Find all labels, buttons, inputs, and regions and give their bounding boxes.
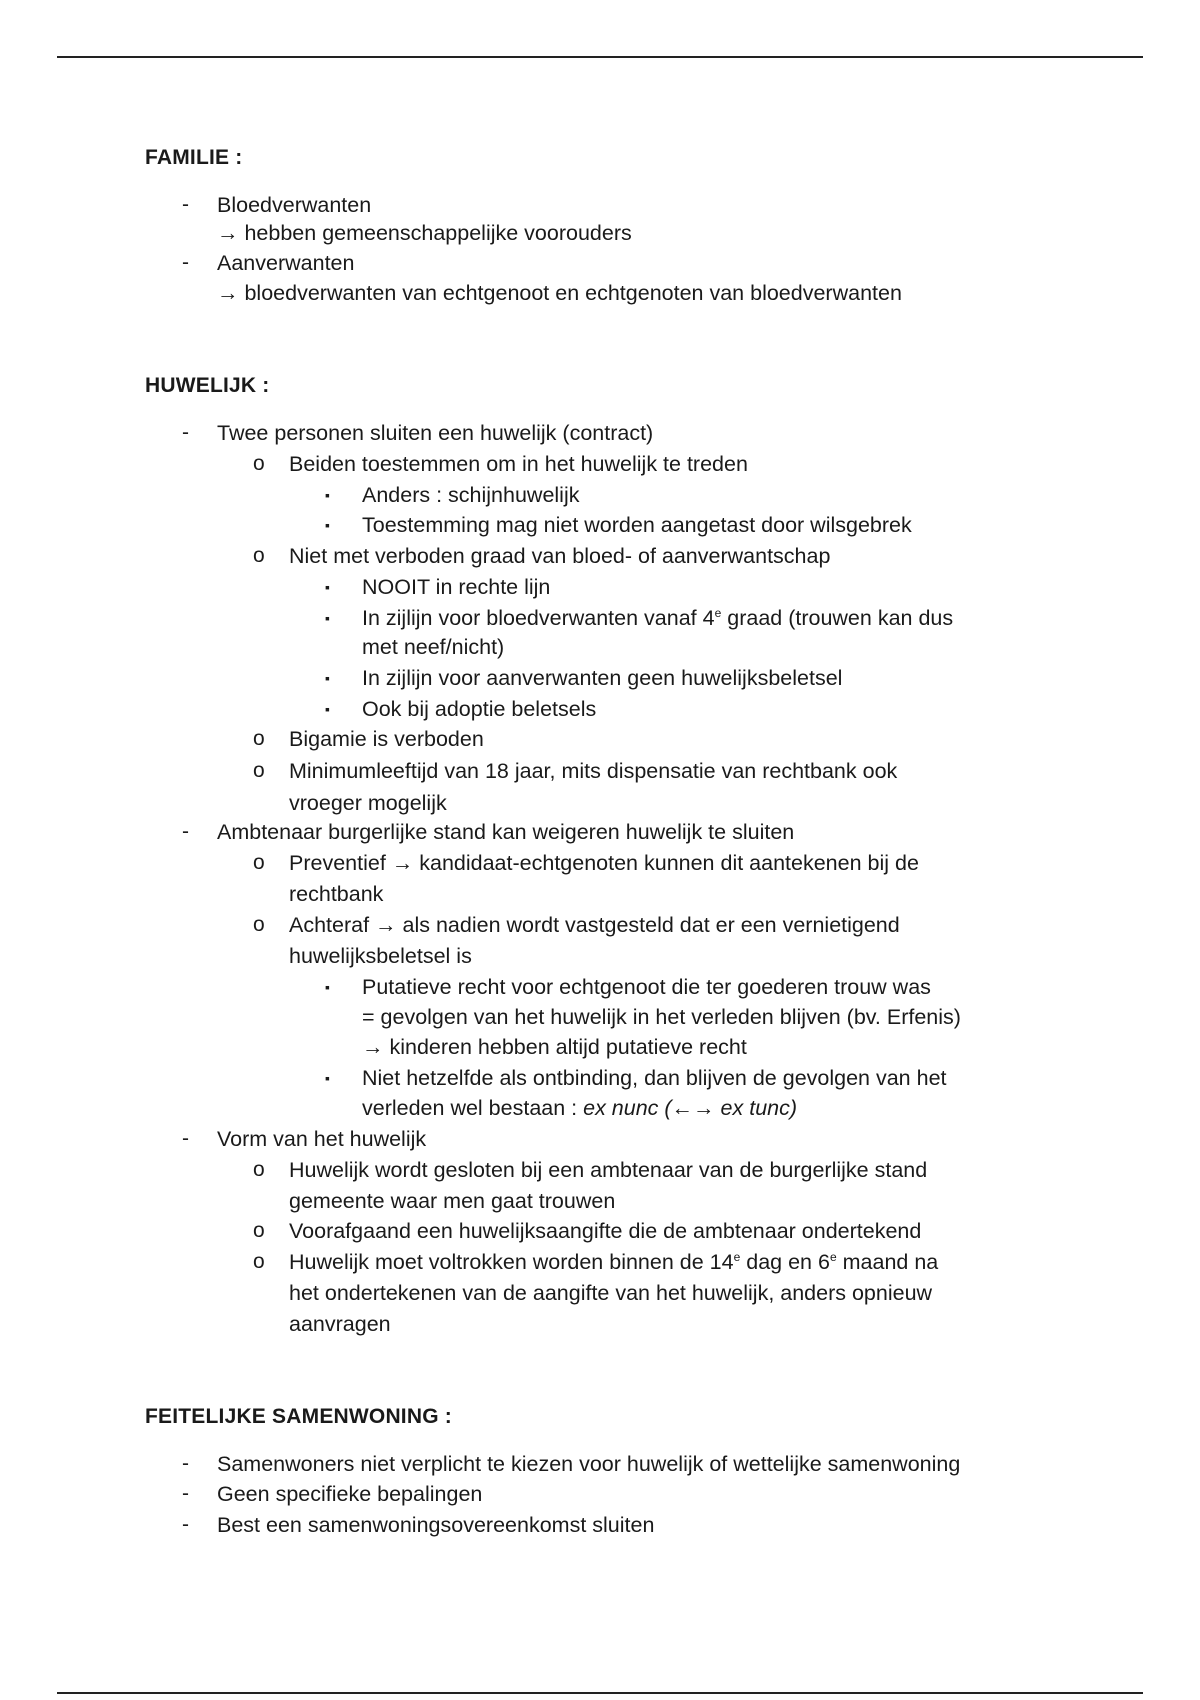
list-item: Samenwoners niet verplicht te kiezen voor huwelijk of wettelijke samenwoning	[217, 1452, 961, 1476]
list-item: Toestemming mag niet worden aangetast door wilsgebrek	[362, 513, 912, 537]
list-item-continuation: gemeente waar men gaat trouwen	[289, 1189, 616, 1213]
list-item: → bloedverwanten van echtgenoot en echtgenoten van bloedverwanten	[217, 281, 902, 305]
list-item: Best een samenwoningsovereenkomst sluiten	[217, 1513, 655, 1537]
heading-familie: FAMILIE :	[145, 146, 243, 169]
square-bullet: ▪	[325, 670, 330, 686]
superscript: e	[733, 1249, 741, 1264]
heading-huwelijk: HUWELIJK :	[145, 374, 270, 397]
list-item: Voorafgaand een huwelijksaangifte die de ambtenaar ondertekend	[289, 1219, 922, 1243]
circle-bullet: o	[253, 452, 265, 475]
list-item: Vorm van het huwelijk	[217, 1127, 427, 1151]
text-run: In zijlijn voor bloedverwanten vanaf 4	[362, 606, 715, 630]
list-item: Aanverwanten	[217, 251, 355, 275]
list-item: Beiden toestemmen om in het huwelijk te treden	[289, 452, 748, 476]
list-item-continuation: → kinderen hebben altijd putatieve recht	[362, 1035, 747, 1059]
footer-rule	[57, 1692, 1143, 1694]
heading-samenwoning: FEITELIJKE SAMENWONING :	[145, 1405, 452, 1428]
list-item-continuation	[362, 1093, 797, 1123]
text-run: Huwelijk moet voltrokken worden binnen de 14	[289, 1250, 734, 1274]
list-item: Anders : schijnhuwelijk	[362, 483, 580, 507]
list-item-continuation: met neef/nicht)	[362, 635, 505, 659]
dash-bullet: -	[182, 251, 189, 274]
superscript: e	[714, 605, 722, 620]
header-rule	[57, 56, 1143, 58]
circle-bullet: o	[253, 727, 265, 750]
list-item-continuation: vroeger mogelijk	[289, 791, 447, 815]
list-item: Ook bij adoptie beletsels	[362, 697, 597, 721]
superscript: e	[829, 1249, 837, 1264]
text-run: maand na	[836, 1250, 939, 1274]
list-item: → hebben gemeenschappelijke voorouders	[217, 221, 632, 245]
list-item: Putatieve recht voor echtgenoot die ter goederen trouw was	[362, 975, 931, 999]
circle-bullet: o	[253, 851, 265, 874]
square-bullet: ▪	[325, 701, 330, 717]
square-bullet: ▪	[325, 487, 330, 503]
list-item: Niet met verboden graad van bloed- of aanverwantschap	[289, 544, 831, 568]
italic-term: ex nunc (←→ ex tunc)	[583, 1096, 798, 1120]
text-run: verleden wel bestaan :	[362, 1096, 584, 1120]
text-run: graad (trouwen kan dus	[721, 606, 954, 630]
square-bullet: ▪	[325, 979, 330, 995]
list-item-continuation: = gevolgen van het huwelijk in het verleden blijven (bv. Erfenis)	[362, 1005, 961, 1029]
list-item: NOOIT in rechte lijn	[362, 575, 551, 599]
list-item: Preventief → kandidaat-echtgenoten kunnen dit aantekenen bij de	[289, 851, 919, 875]
list-item: Bigamie is verboden	[289, 727, 484, 751]
list-item-continuation: aanvragen	[289, 1312, 391, 1336]
list-item: Niet hetzelfde als ontbinding, dan blijven de gevolgen van het	[362, 1066, 947, 1090]
list-item: In zijlijn voor aanverwanten geen huwelijksbeletsel	[362, 666, 843, 690]
circle-bullet: o	[253, 759, 265, 782]
dash-bullet: -	[182, 1452, 189, 1475]
list-item: Achteraf → als nadien wordt vastgesteld dat er een vernietigend	[289, 913, 900, 937]
square-bullet: ▪	[325, 517, 330, 533]
list-item-continuation: rechtbank	[289, 882, 384, 906]
square-bullet: ▪	[325, 610, 330, 626]
list-item	[362, 603, 953, 633]
list-item: Ambtenaar burgerlijke stand kan weigeren huwelijk te sluiten	[217, 820, 795, 844]
dash-bullet: -	[182, 421, 189, 444]
dash-bullet: -	[182, 1482, 189, 1505]
square-bullet: ▪	[325, 579, 330, 595]
list-item-continuation: huwelijksbeletsel is	[289, 944, 472, 968]
dash-bullet: -	[182, 820, 189, 843]
circle-bullet: o	[253, 1250, 265, 1273]
circle-bullet: o	[253, 1158, 265, 1181]
list-item-continuation: het ondertekenen van de aangifte van het huwelijk, anders opnieuw	[289, 1281, 933, 1305]
dash-bullet: -	[182, 193, 189, 216]
list-item: Bloedverwanten	[217, 193, 372, 217]
square-bullet: ▪	[325, 1070, 330, 1086]
circle-bullet: o	[253, 913, 265, 936]
list-item: Twee personen sluiten een huwelijk (contract)	[217, 421, 654, 445]
list-item	[289, 1247, 938, 1277]
circle-bullet: o	[253, 544, 265, 567]
dash-bullet: -	[182, 1513, 189, 1536]
list-item: Minimumleeftijd van 18 jaar, mits dispensatie van rechtbank ook	[289, 759, 898, 783]
circle-bullet: o	[253, 1219, 265, 1242]
list-item: Geen specifieke bepalingen	[217, 1482, 483, 1506]
dash-bullet: -	[182, 1127, 189, 1150]
text-run: dag en 6	[740, 1250, 830, 1274]
list-item: Huwelijk wordt gesloten bij een ambtenaar van de burgerlijke stand	[289, 1158, 928, 1182]
